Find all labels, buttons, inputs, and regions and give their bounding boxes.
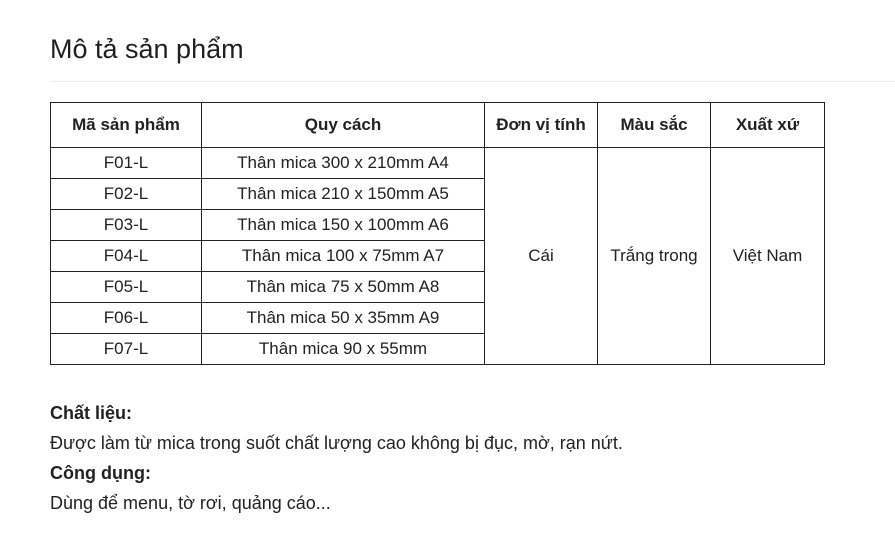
product-code-cell: F05-L [51, 272, 202, 303]
spec-cell: Thân mica 210 x 150mm A5 [202, 179, 485, 210]
product-code-cell: F07-L [51, 334, 202, 365]
spec-cell: Thân mica 90 x 55mm [202, 334, 485, 365]
page-title: Mô tả sản phẩm [50, 34, 244, 64]
unit-cell: Cái [485, 148, 598, 365]
header-color: Màu sắc [598, 103, 711, 148]
product-code-cell: F03-L [51, 210, 202, 241]
origin-cell: Việt Nam [711, 148, 825, 365]
header-origin: Xuất xứ [711, 103, 825, 148]
usage-text: Dùng để menu, tờ rơi, quảng cáo... [50, 493, 331, 513]
product-spec-table [50, 102, 825, 365]
table-header-row [51, 103, 825, 148]
product-code-cell: F06-L [51, 303, 202, 334]
spec-cell: Thân mica 150 x 100mm A6 [202, 210, 485, 241]
material-label: Chất liệu: [50, 403, 133, 423]
spec-cell: Thân mica 100 x 75mm A7 [202, 241, 485, 272]
spec-cell: Thân mica 50 x 35mm A9 [202, 303, 485, 334]
product-code-cell: F04-L [51, 241, 202, 272]
spec-cell: Thân mica 75 x 50mm A8 [202, 272, 485, 303]
title-divider [50, 81, 895, 82]
usage-label: Công dụng: [50, 463, 151, 483]
header-unit: Đơn vị tính [485, 103, 598, 148]
product-code-cell: F01-L [51, 148, 202, 179]
material-text: Được làm từ mica trong suốt chất lượng cao không bị đục, mờ, rạn nứt. [50, 433, 623, 453]
header-product-code: Mã sản phẩm [51, 103, 202, 148]
table-row [51, 148, 825, 179]
header-specification: Quy cách [202, 103, 485, 148]
spec-cell: Thân mica 300 x 210mm A4 [202, 148, 485, 179]
product-code-cell: F02-L [51, 179, 202, 210]
color-cell: Trắng trong [598, 148, 711, 365]
